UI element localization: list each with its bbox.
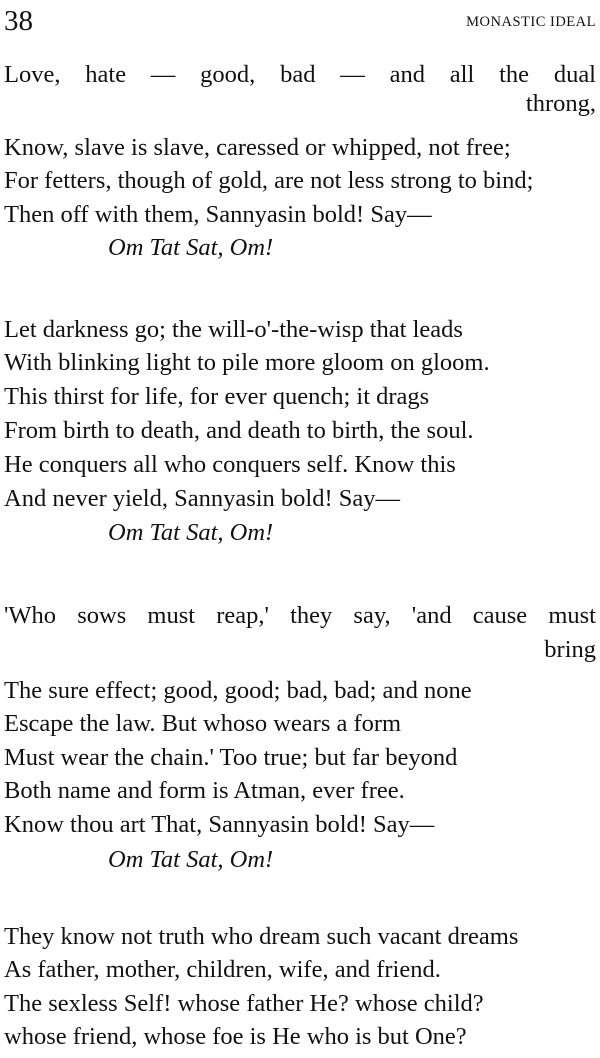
poem-line: For fetters, though of gold, are not less strong to bind;: [4, 167, 534, 194]
refrain: Om Tat Sat, Om!: [108, 846, 274, 873]
poem-line: Love, hate — good, bad — and all the dual: [4, 61, 596, 88]
refrain: Om Tat Sat, Om!: [108, 234, 274, 261]
poem-line: The sure effect; good, good; bad, bad; and none: [4, 677, 472, 704]
poem-line: With blinking light to pile more gloom on gloom.: [4, 349, 490, 376]
poem-line: Must wear the chain.' Too true; but far beyond: [4, 744, 458, 771]
page-number: 38: [4, 5, 33, 37]
poem-line-continuation: bring: [544, 636, 596, 663]
poem-line: From birth to death, and death to birth, the soul.: [4, 417, 474, 444]
poem-line: The sexless Self! whose father He? whose child?: [4, 990, 484, 1017]
poem-line: whose friend, whose foe is He who is but One?: [4, 1023, 467, 1050]
refrain: Om Tat Sat, Om!: [108, 519, 274, 546]
poem-line: This thirst for life, for ever quench; it drags: [4, 383, 430, 410]
poem-line: They know not truth who dream such vacant dreams: [4, 923, 519, 950]
poem-line: And never yield, Sannyasin bold! Say—: [4, 485, 401, 512]
poem-line: Let darkness go; the will-o'-the-wisp that leads: [4, 316, 463, 343]
poem-line: Escape the law. But whoso wears a form: [4, 710, 402, 737]
poem-line: He conquers all who conquers self. Know this: [4, 451, 456, 478]
poem-line: Know thou art That, Sannyasin bold! Say—: [4, 811, 435, 838]
poem-line: Know, slave is slave, caressed or whipped, not free;: [4, 134, 511, 161]
poem-line: 'Who sows must reap,' they say, 'and cause must: [4, 602, 596, 629]
poem-line: As father, mother, children, wife, and friend.: [4, 956, 441, 983]
running-head: MONASTIC IDEAL: [466, 14, 596, 30]
poem-line: Both name and form is Atman, ever free.: [4, 777, 405, 804]
poem-line-continuation: throng,: [525, 90, 596, 117]
page-header: [4, 4, 596, 38]
poem-line: Then off with them, Sannyasin bold! Say—: [4, 201, 432, 228]
